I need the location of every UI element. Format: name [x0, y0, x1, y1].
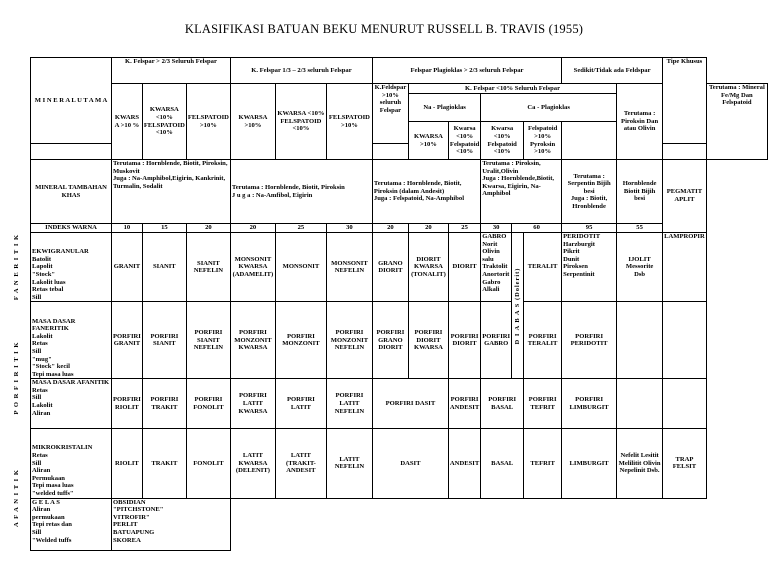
rock-cell: PORFIRI DIORIT KWARSA [408, 302, 448, 379]
rock-cell: PORFIRI DASIT [372, 379, 448, 429]
header-kf-mid: K. Felspar 1/3 – 2/3 seluruh Felspar [230, 58, 372, 84]
row-ekwigranular-label: F A N E R I T I K EKWIGRANULAR Batolit Lapolit "Stock" Lakolit luas Retas tebal Sill [31, 233, 112, 302]
rock-cell: PORFIRI DIORIT [448, 302, 480, 379]
col9-head: Kwarsa <10% Felspatoid <10% [481, 122, 524, 160]
empty-cell [230, 498, 706, 550]
header-ca-plag: Ca - Plagioklas [481, 94, 617, 122]
rock-cell: PORFIRI TEFRIT [524, 379, 562, 429]
indeks-value: 20 [372, 224, 408, 233]
lampropir: LAMPROPIR [663, 233, 707, 302]
header-kf-lt10: K. Felspar <10% Seluruh Felspar [408, 84, 616, 94]
rock-cell: PORFIRI RIOLIT [112, 379, 143, 429]
row-masa-faneritik-label: P O R F I R I T I K MASA DASAR FANERITIK Lakolit Retas Sill "mug" "Stock" kecil Tepi masa luas [31, 302, 112, 379]
tambahan-g2: Terutama : Hornblende, Biotit, Piroksin J u g a : Na-Amfibol, Eigirin [230, 160, 372, 224]
rock-cell: PORFIRI LATIT [275, 379, 326, 429]
indeks-value: 15 [142, 224, 186, 233]
rock-cell: PORFIRI LATIT KWARSA [230, 379, 275, 429]
col7-head: KWARSA >10% [408, 122, 448, 160]
col8-head: Kwarsa <10% Felspatoid <10% [448, 122, 480, 160]
page-title: KLASIFIKASI BATUAN BEKU MENURUT RUSSELL B. TRAVIS (1955) [184, 22, 584, 36]
rock-cell: PORFIRI FONOLIT [186, 379, 230, 429]
indeks-value: 95 [562, 224, 617, 233]
rock-cell: MONSONIT KWARSA (ADAMELIT) [230, 233, 275, 302]
rock-cell: PORFIRI MONZONIT KWARSA [230, 302, 275, 379]
rock-cell: MONSONIT NEFELIN [326, 233, 372, 302]
rock-cell: LATIT NEFELIN [326, 429, 372, 498]
rock-cell-gelas: OBSIDIAN "PITCHSTONE" VITROFIR" PERLIT BATUAPUNG SKOREA [112, 498, 231, 550]
header-na-plag: Na - Plagioklas [408, 94, 480, 122]
rock-cell: SIANIT NEFELIN [186, 233, 230, 302]
rock-cell: PORFIRI SIANIT NEFELIN [186, 302, 230, 379]
rock-cell: GRANO DIORIT [372, 233, 408, 302]
rock-cell: MONSONIT [275, 233, 326, 302]
tipe-empty [372, 144, 408, 160]
indeks-value: 60 [512, 224, 562, 233]
col3-head: FELSPATOID >10% [186, 84, 230, 160]
rock-cell: LIMBURGIT [562, 429, 617, 498]
rock-cell: LATIT (TRAKIT-ANDESIT [275, 429, 326, 498]
classification-table [13, 57, 768, 551]
rock-cell: Nefelit Lesitit Melilitit Olivin Nepelinit Dsb. [617, 429, 663, 498]
empty-cell [617, 302, 663, 379]
rock-cell: DIORIT KWARSA (TONALIT) [408, 233, 448, 302]
rock-cell: PORFIRI GRANO DIORIT [372, 302, 408, 379]
indeks-value: 25 [275, 224, 326, 233]
empty-cell [663, 379, 707, 429]
col6-head: FELSPATOID >10% [326, 84, 372, 160]
tambahan-g4: Terutama : Piroksin, Uralit,Olivin Juga : Hornblende,Biotit, Kwarsa, Eigirin, Na-Amphibol [481, 160, 562, 224]
rock-cell: TERALIT [524, 233, 562, 302]
rock-cell: BASAL [481, 429, 524, 498]
row-gelas-label: G E L A S Aliran permukaan Tepi retas dan Sill "Welded tuffs [31, 498, 112, 550]
rock-cell: DASIT [372, 429, 448, 498]
side-afanitik: A F A N I T I K [13, 468, 21, 527]
tambahan-g5: Terutama : Serpentin Bijih besi Juga : Biotit, Hronblende [562, 160, 617, 224]
col1-head: KWARS A >10 % [112, 84, 143, 160]
indeks-value: 20 [186, 224, 230, 233]
indeks-value: 55 [617, 224, 663, 233]
indeks-value: 30 [481, 224, 512, 233]
empty-cell [663, 302, 707, 379]
col-kf-empty [31, 144, 112, 160]
tambahan-g3: Terutama : Hornblende, Biotit, Piroksin (dalam Andesit) Juga : Felspatoid, Na-Amphibol [372, 160, 480, 224]
rock-cell: PORFIRI TRAKIT [142, 379, 186, 429]
rock-cell: RIOLIT [112, 429, 143, 498]
header-sedikit: Sedikit/Tidak ada Feldspar [562, 58, 663, 84]
rock-cell: FONOLIT [186, 429, 230, 498]
rock-cell-trap: TRAP FELSIT [663, 429, 707, 498]
indeks-label: INDEKS WARNA [31, 224, 112, 233]
tambahan-g6: Hornblende Biotit Bijih besi [617, 160, 663, 224]
rock-cell: TEFRIT [524, 429, 562, 498]
rock-cell: PORFIRI PERIDOTIT [562, 302, 617, 379]
indeks-value: 30 [326, 224, 372, 233]
col2-head: KWARSA <10% FELSPATOID <10% [142, 84, 186, 160]
row-masa-afanitik-label: MASA DASAR AFANITIK Retas Sill Lakolit Aliran [31, 379, 112, 429]
tambahan-g1: Terutama : Hornblende, Biotit, Piroksin, Muskovit Juga : Na-Amphibol,Eigirin, Kankrinit, Turmalin, Sodalit [112, 160, 231, 224]
side-faneritik: F A N E R I T I K [13, 233, 21, 301]
tambahan-g7: PEGMATIT APLIT [663, 160, 707, 233]
rock-cell: PORFIRI GABRO [481, 302, 512, 379]
col5-head: KWARSA <10% FELSPATOID <10% [275, 84, 326, 160]
indeks-value: 20 [230, 224, 275, 233]
rock-cell: LATIT KWARSA (DELENIT) [230, 429, 275, 498]
rock-cell: GRANIT [112, 233, 143, 302]
rock-cell-peridotit: PERIDOTIT Harzburgit Pikrit Dunit Piroksen Serpentinit [562, 233, 617, 302]
rock-cell: PORFIRI LIMBURGIT [562, 379, 617, 429]
col12-head: Terutama : Mineral Fe/Mg Dan Felspatoid [706, 84, 767, 160]
rock-cell: PORFIRI ANDESIT [448, 379, 480, 429]
header-tipe: Tipe Khusus [663, 58, 707, 144]
header-kf-lt: K.Feldspar >10% seluruh Felspar [372, 84, 408, 144]
col10-head: Felspatoid >10% Pyroksin >10% [524, 122, 562, 160]
rock-cell: PORFIRI GRANIT [112, 302, 143, 379]
col4-head: KWARSA >10% [230, 84, 275, 160]
header-plag: Felspar Plagioklas > 2/3 seluruh Felspar [372, 58, 561, 84]
tambahan-label: MINERAL TAMBAHAN KHAS [31, 160, 112, 224]
rock-cell: ANDESIT [448, 429, 480, 498]
rock-cell-gabro: GABRO Norit Olivin salu Traktolit Anortorit Gabro Alkali [481, 233, 512, 302]
rock-cell: PORFIRI MONZONIT [275, 302, 326, 379]
rock-cell: PORFIRI BASAL [481, 379, 524, 429]
rock-cell: PORFIRI SIANIT [142, 302, 186, 379]
indeks-value: 20 [408, 224, 448, 233]
side-diabas: D I A B A S (Dolerit) [512, 233, 524, 379]
row-mikrokristalin-label: A F A N I T I K MIKROKRISTALIN Retas Sill Aliran Permukaan Tepi masa luas "welded tuffs" [31, 429, 112, 498]
mineral-utama-label: M I N E R A L U T A M A [31, 58, 112, 144]
rock-cell: DIORIT [448, 233, 480, 302]
rock-cell-ijolit: IJOLIT Messorite Dsb [617, 233, 663, 302]
rock-cell: SIANIT [142, 233, 186, 302]
col11-head: Terutama : Piroksin Dan atau Olivin [617, 84, 663, 160]
rock-cell: TRAKIT [142, 429, 186, 498]
rock-cell: PORFIRI MONZONIT NEFELIN [326, 302, 372, 379]
indeks-value: 10 [112, 224, 143, 233]
side-porfiritik: P O R F I R I T I K [13, 341, 21, 415]
indeks-value: 25 [448, 224, 480, 233]
header-kf-gt: K. Felspar > 2/3 Seluruh Felspar [112, 58, 231, 84]
empty-cell [617, 379, 663, 429]
rock-cell: PORFIRI TERALIT [524, 302, 562, 379]
rock-cell: PORFIRI LATIT NEFELIN [326, 379, 372, 429]
